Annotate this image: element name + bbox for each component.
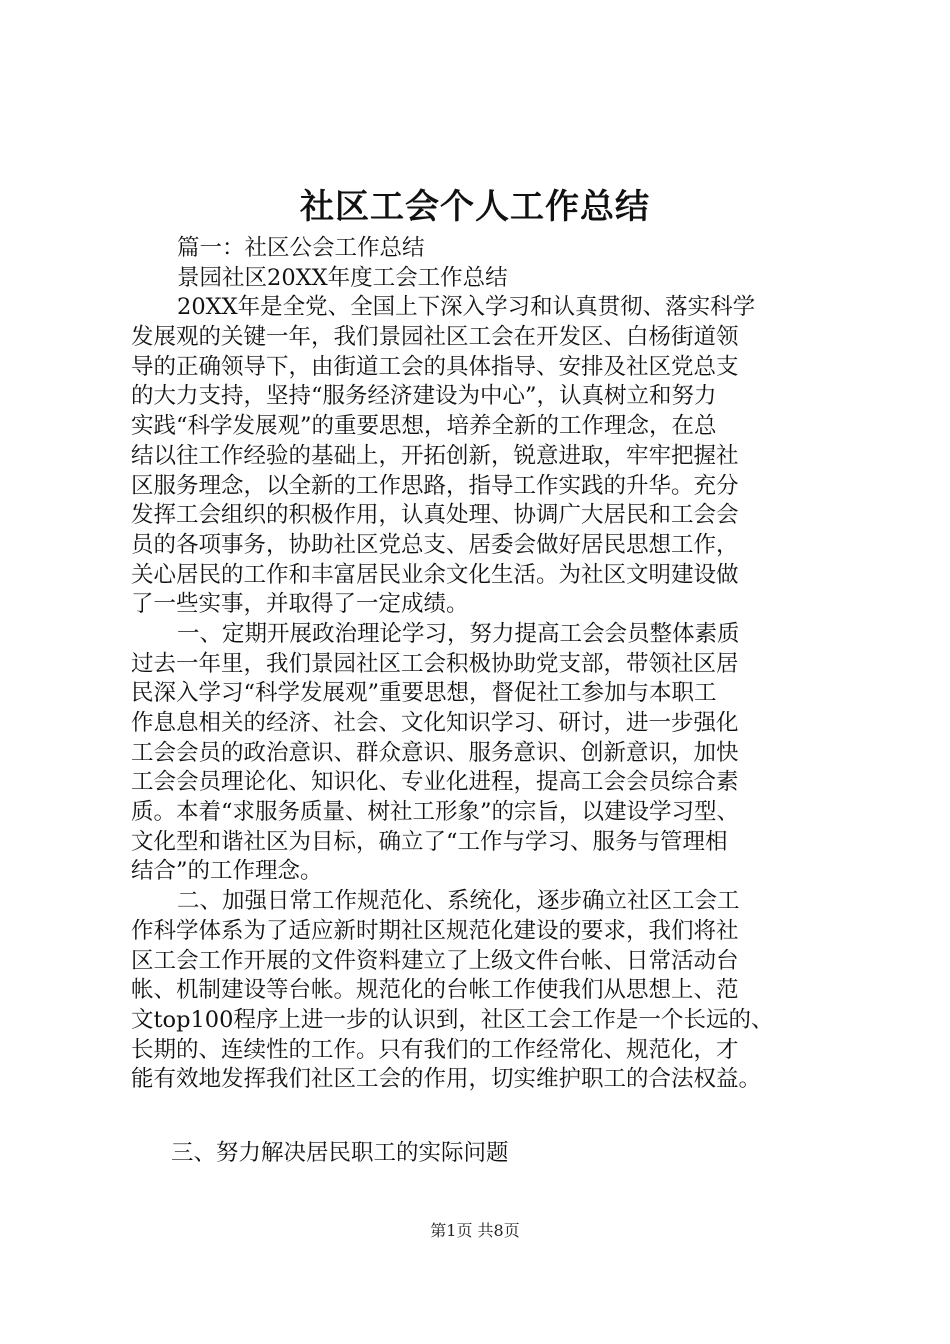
paragraph-line: 导的正确领导下，由街道工会的具体指导、安排及社区党总支 <box>131 353 739 380</box>
paragraph-line: 文top100程序上进一步的认识到，社区工会工作是一个长远的、 <box>131 1006 774 1033</box>
paragraph-line: 员的各项事务，协助社区党总支、居委会做好居民思想工作， <box>131 531 739 558</box>
paragraph-line: 过去一年里，我们景园社区工会积极协助党支部，带领社区居 <box>131 650 739 677</box>
paragraph-line: 发挥工会组织的积极作用，认真处理、协调广大居民和工会会 <box>131 502 739 529</box>
paragraph-line: 能有效地发挥我们社区工会的作用，切实维护职工的合法权益。 <box>131 1066 762 1093</box>
paragraph-line: 结合”的工作理念。 <box>131 858 323 885</box>
paragraph-line: 了一些实事，并取得了一定成绩。 <box>131 591 469 618</box>
paragraph-line: 二、加强日常工作规范化、系统化，逐步确立社区工会工 <box>177 888 740 915</box>
paragraph-line: 实践“科学发展观”的重要思想，培养全新的工作理念，在总 <box>131 413 717 440</box>
paragraph-gap <box>131 1095 861 1139</box>
paragraph-line: 文化型和谐社区为目标，确立了“工作与学习、服务与管理相 <box>131 828 728 855</box>
document-title: 社区工会个人工作总结 <box>300 187 650 227</box>
section-heading: 三、努力解决居民职工的实际问题 <box>171 1139 509 1166</box>
paragraph-line: 关心居民的工作和丰富居民业余文化生活。为社区文明建设做 <box>131 561 739 588</box>
paragraph-line: 20XX年是全党、全国上下深入学习和认真贯彻、落实科学 <box>177 294 756 321</box>
paragraph-line: 作息息相关的经济、社会、文化知识学习、研讨，进一步强化 <box>131 710 739 736</box>
paragraph-line: 民深入学习“科学发展观”重要思想，督促社工参加与本职工 <box>131 680 717 707</box>
paragraph-line: 区工会工作开展的文件资料建立了上级文件台帐、日常活动台 <box>131 947 739 974</box>
paragraph-line: 作科学体系为了适应新时期社区规范化建设的要求，我们将社 <box>131 917 739 944</box>
document-body <box>131 234 861 1169</box>
paragraph-line: 长期的、连续性的工作。只有我们的工作经常化、规范化，才 <box>131 1036 739 1063</box>
paragraph-line: 帐、机制建设等台帐。规范化的台帐工作使我们从思想上、范 <box>131 977 739 1004</box>
paragraph-line: 的大力支持，坚持“服务经济建设为中心”，认真树立和努力 <box>131 383 717 410</box>
section-heading: 篇一：社区公会工作总结 <box>177 235 425 261</box>
paragraph-line: 结以往工作经验的基础上，开拓创新，锐意进取，牢牢把握社 <box>131 442 739 469</box>
paragraph-line: 发展观的关键一年，我们景园社区工会在开发区、白杨街道领 <box>131 324 739 351</box>
paragraph-line: 工会会员理论化、知识化、专业化进程，提高工会会员综合素 <box>131 769 739 796</box>
paragraph-line: 一、定期开展政治理论学习，努力提高工会会员整体素质 <box>177 620 740 647</box>
paragraph-line: 区服务理念，以全新的工作思路，指导工作实践的升华。充分 <box>131 472 739 499</box>
page-footer: 第1页 共8页 <box>430 1221 520 1240</box>
paragraph-line: 工会会员的政治意识、群众意识、服务意识、创新意识，加快 <box>131 739 739 766</box>
subtitle-line: 景园社区20XX年度工会工作总结 <box>177 264 508 291</box>
paragraph-line: 质。本着“求服务质量、树社工形象”的宗旨，以建设学习型、 <box>131 799 740 826</box>
